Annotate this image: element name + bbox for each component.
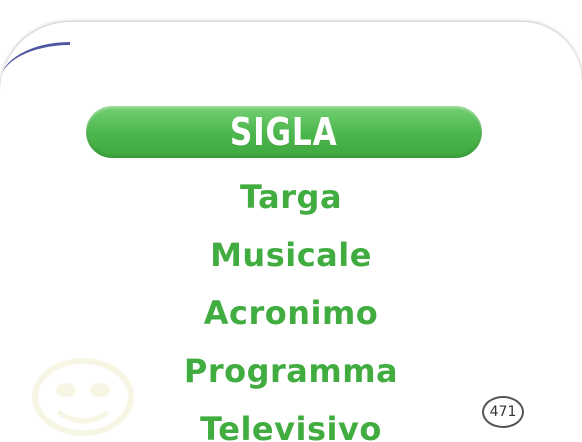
definition-item: Televisivo [200, 410, 382, 442]
headword: SIGLA [230, 110, 338, 154]
word-card [0, 22, 582, 442]
definition-item: Programma [183, 352, 399, 390]
definition-item: Musicale [210, 236, 372, 274]
corner-border [0, 42, 70, 85]
headword-pill [86, 106, 482, 158]
definition-item: Acronimo [203, 294, 379, 332]
faint-mask-watermark-icon [28, 352, 138, 442]
card-number-badge: 471 [482, 396, 524, 428]
definition-item: Targa [239, 178, 343, 216]
